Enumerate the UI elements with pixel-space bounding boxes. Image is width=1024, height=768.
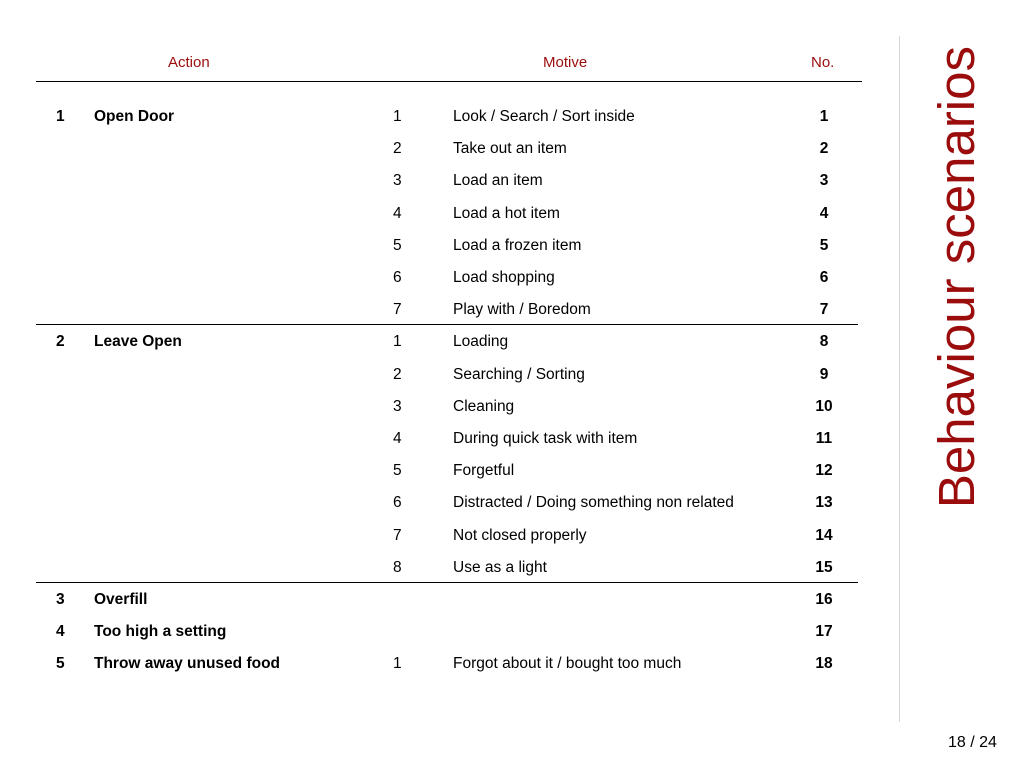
row-number: 5 xyxy=(56,655,65,673)
slide-title xyxy=(928,46,986,566)
table-row xyxy=(0,108,870,140)
row-motive: Play with / Boredom xyxy=(453,301,591,319)
row-action: Too high a setting xyxy=(94,623,227,641)
table-row xyxy=(0,333,870,365)
row-motive-index: 3 xyxy=(393,172,402,190)
row-motive: Take out an item xyxy=(453,140,567,158)
row-no: 8 xyxy=(819,333,829,351)
row-no: 1 xyxy=(819,108,829,125)
row-action: Leave Open xyxy=(94,333,182,351)
row-no: 4 xyxy=(819,204,829,222)
row-motive-index: 1 xyxy=(393,108,402,125)
table-row xyxy=(0,527,870,559)
row-no: 2 xyxy=(819,140,829,158)
table-row xyxy=(0,172,870,204)
header-motive: Motive xyxy=(543,54,588,71)
row-motive-index: 7 xyxy=(393,301,402,319)
row-motive: Searching / Sorting xyxy=(453,365,585,383)
row-no: 17 xyxy=(815,623,833,641)
row-motive: Load a hot item xyxy=(453,204,560,222)
row-motive-index: 2 xyxy=(393,365,402,383)
row-no: 18 xyxy=(815,655,833,673)
slide-title-text: Behaviour scenarios xyxy=(928,46,985,509)
table-row xyxy=(0,301,870,333)
row-motive-index: 4 xyxy=(393,430,402,447)
row-motive: Loading xyxy=(453,333,509,351)
header-rule xyxy=(36,81,862,82)
sidebar-divider xyxy=(899,36,900,722)
row-no: 14 xyxy=(815,526,833,544)
group-rule xyxy=(36,324,858,325)
table-row xyxy=(0,269,870,301)
row-motive-index: 4 xyxy=(393,204,402,222)
table-row xyxy=(0,591,870,623)
row-number: 3 xyxy=(56,591,65,608)
row-motive: Look / Search / Sort inside xyxy=(453,108,635,125)
table-row xyxy=(0,398,870,430)
row-no: 3 xyxy=(819,172,829,190)
table-row xyxy=(0,366,870,398)
row-motive-index: 1 xyxy=(393,655,402,673)
row-no: 15 xyxy=(815,558,833,576)
table-row xyxy=(0,140,870,172)
row-motive-index: 7 xyxy=(393,526,402,544)
row-motive-index: 5 xyxy=(393,462,402,480)
table-row xyxy=(0,205,870,237)
row-motive: Not closed properly xyxy=(453,526,587,544)
row-no: 9 xyxy=(819,365,829,383)
row-action: Open Door xyxy=(94,108,175,125)
row-no: 10 xyxy=(815,397,833,415)
table-row xyxy=(0,655,870,687)
row-motive-index: 1 xyxy=(393,333,402,351)
row-motive-index: 6 xyxy=(393,494,402,512)
row-motive: Forgot about it / bought too much xyxy=(453,655,682,673)
row-number: 4 xyxy=(56,623,65,641)
table-row xyxy=(0,430,870,462)
row-motive-index: 8 xyxy=(393,558,402,576)
row-motive-index: 2 xyxy=(393,140,402,158)
row-motive: Load a frozen item xyxy=(453,236,582,254)
row-motive: Load an item xyxy=(453,172,543,190)
row-motive-index: 5 xyxy=(393,236,402,254)
row-action: Throw away unused food xyxy=(94,655,281,673)
table-row xyxy=(0,623,870,655)
header-action: Action xyxy=(168,54,210,71)
table-row xyxy=(0,559,870,591)
row-motive: Forgetful xyxy=(453,462,515,480)
row-no: 16 xyxy=(815,591,833,608)
row-motive-index: 6 xyxy=(393,269,402,286)
row-no: 7 xyxy=(819,301,829,319)
page-number: 18 / 24 xyxy=(948,734,997,751)
table-row xyxy=(0,237,870,269)
row-motive: Cleaning xyxy=(453,397,515,415)
row-no: 11 xyxy=(815,430,833,447)
group-rule xyxy=(36,582,858,583)
row-no: 12 xyxy=(815,462,833,480)
row-action: Overfill xyxy=(94,591,148,608)
row-number: 2 xyxy=(56,333,65,351)
header-no: No. xyxy=(811,54,835,71)
row-no: 13 xyxy=(815,494,833,512)
row-motive: Load shopping xyxy=(453,269,555,286)
row-motive: Use as a light xyxy=(453,558,547,576)
row-motive: During quick task with item xyxy=(453,430,638,447)
row-no: 6 xyxy=(819,269,829,286)
row-motive: Distracted / Doing something non related xyxy=(453,494,734,512)
row-no: 5 xyxy=(819,236,829,254)
table-row xyxy=(0,462,870,494)
row-motive-index: 3 xyxy=(393,397,402,415)
table-row xyxy=(0,494,870,526)
row-number: 1 xyxy=(56,108,65,125)
